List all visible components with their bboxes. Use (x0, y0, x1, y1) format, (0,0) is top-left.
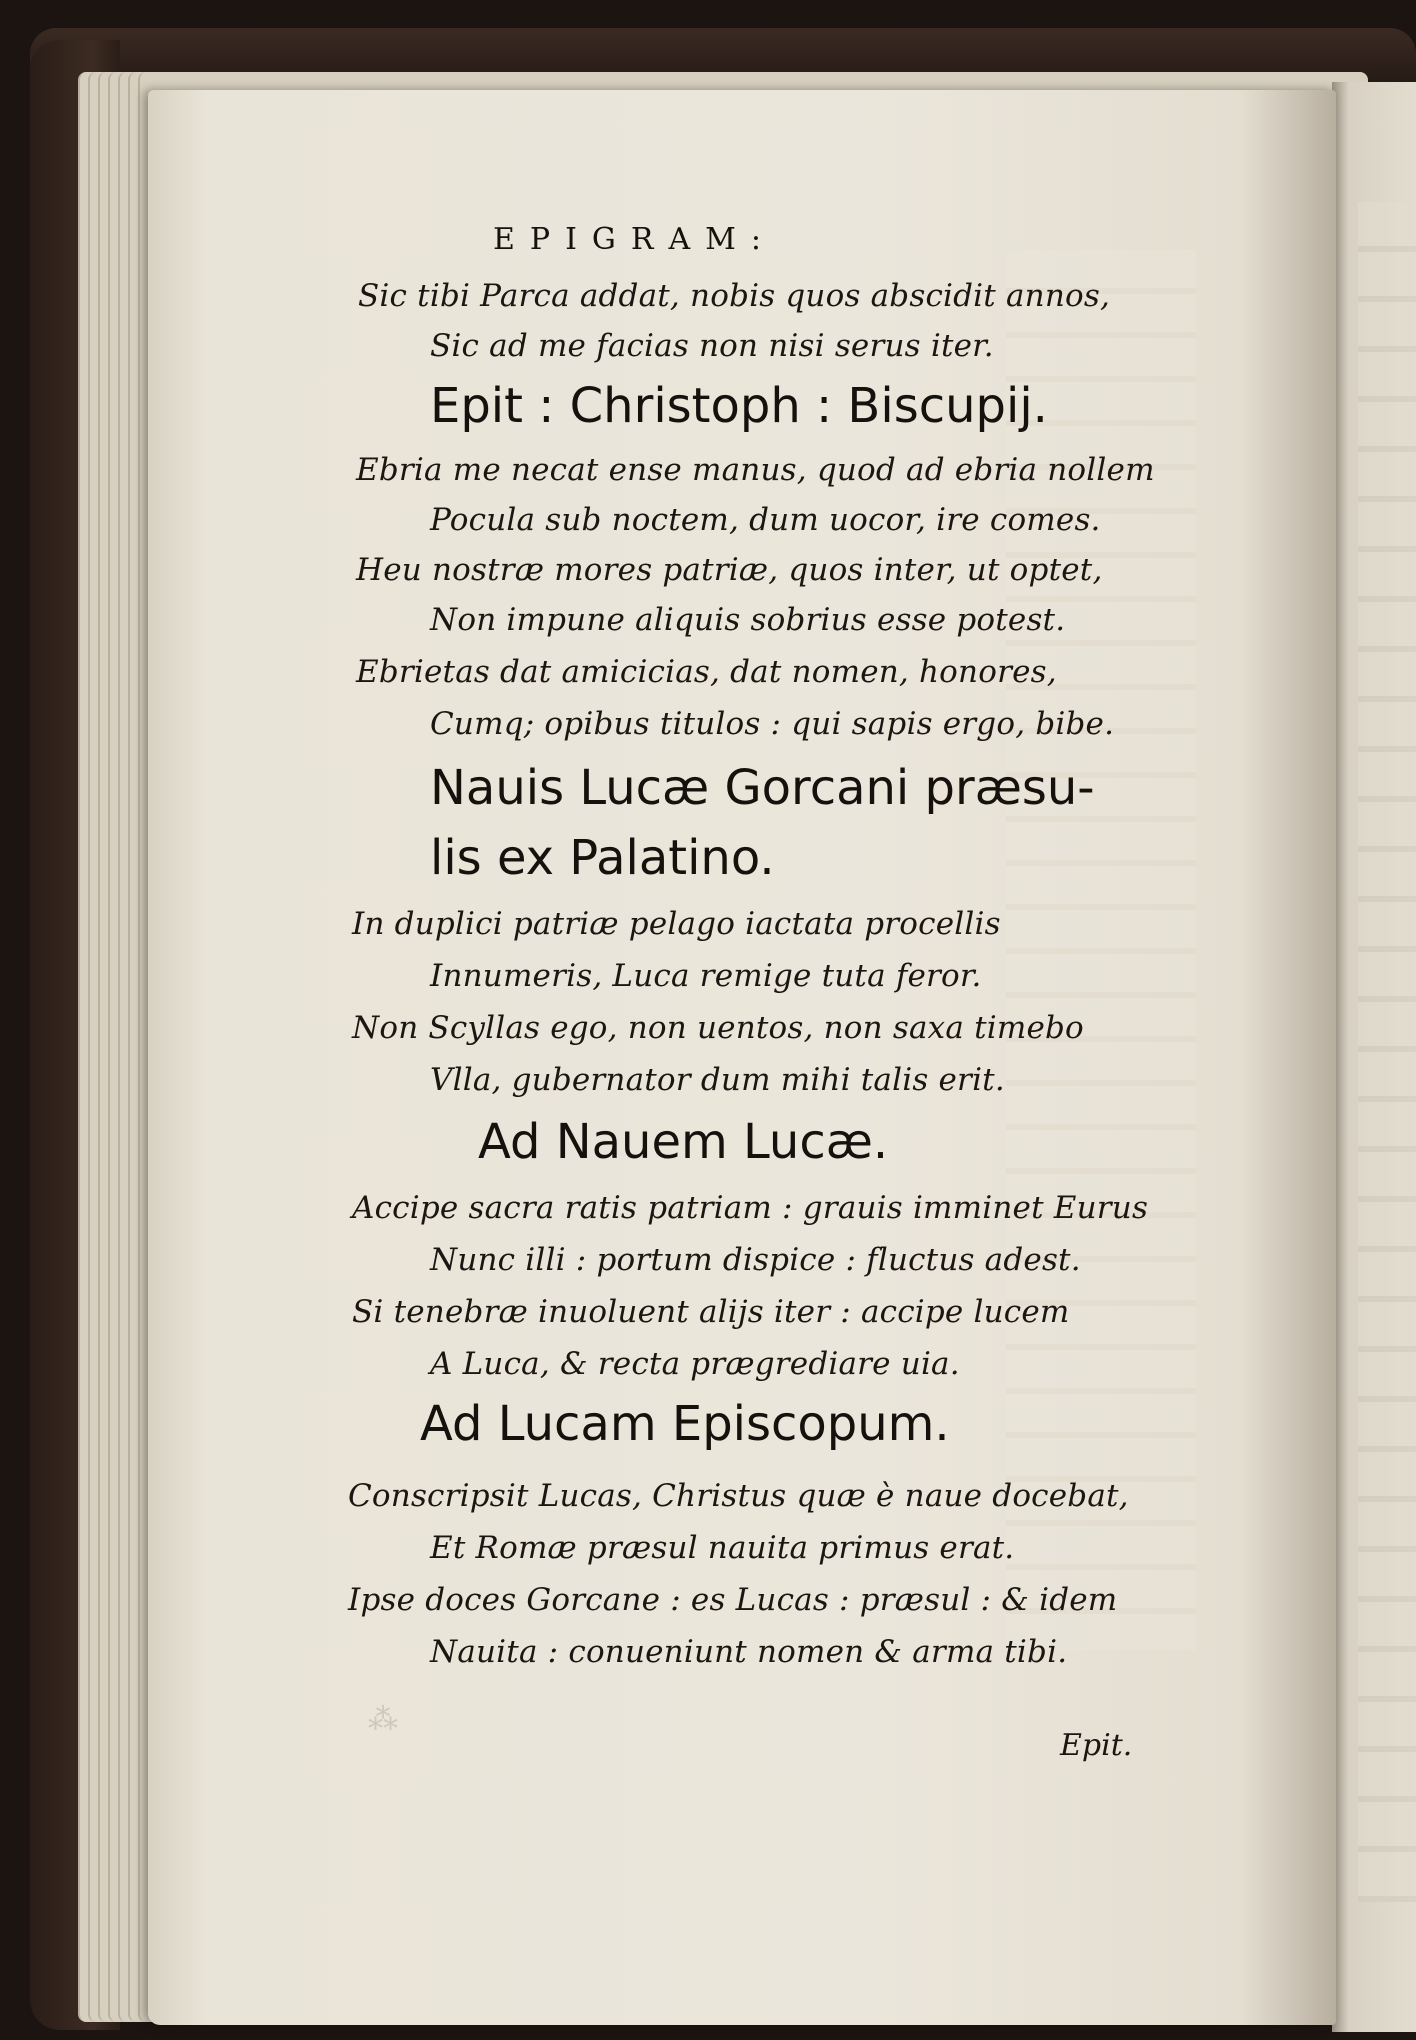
verse-line: A Luca, & recta prægrediare uia. (430, 1346, 960, 1382)
page (148, 90, 1336, 2025)
verse-line: Si tenebræ inuoluent alijs iter : accipe lucem (352, 1294, 1070, 1330)
verse-line: Pocula sub noctem, dum uocor, ire comes. (430, 502, 1101, 538)
catchword: Epit. (1060, 1728, 1133, 1763)
section-heading: Ad Nauem Lucæ. (478, 1114, 889, 1170)
verse-line: Ebria me necat ense manus, quod ad ebria nollem (356, 452, 1155, 488)
verse-line: Non Scyllas ego, non uentos, non saxa timebo (352, 1010, 1084, 1046)
verse-line: Nunc illi : portum dispice : fluctus adest. (430, 1242, 1081, 1278)
section-heading: Epit : Christoph : Biscupij. (430, 378, 1048, 434)
running-head: EPIGRAM: (493, 222, 776, 257)
verse-line: Cumq; opibus titulos : qui sapis ergo, bibe. (430, 706, 1115, 742)
verse-line: Heu nostræ mores patriæ, quos inter, ut optet, (356, 552, 1103, 588)
page-text (148, 90, 1336, 2025)
verse-line: Nauita : conueniunt nomen & arma tibi. (430, 1634, 1068, 1670)
verse-line: Ebrietas dat amicicias, dat nomen, honores, (356, 654, 1057, 690)
verse-line: In duplici patriæ pelago iactata procellis (352, 906, 1001, 942)
verse-line: Conscripsit Lucas, Christus quæ è naue docebat, (348, 1478, 1129, 1514)
verse-line: Sic ad me facias non nisi serus iter. (430, 328, 994, 364)
verse-line: Innumeris, Luca remige tuta feror. (430, 958, 982, 994)
verse-line: Ipse doces Gorcane : es Lucas : præsul : & idem (348, 1582, 1118, 1618)
section-heading: Ad Lucam Episcopum. (420, 1396, 950, 1452)
verse-line: Sic tibi Parca addat, nobis quos abscidit annos, (358, 278, 1111, 314)
facing-page (1332, 82, 1416, 2032)
section-heading: Nauis Lucæ Gorcani præsu- (430, 760, 1095, 816)
verse-line: Et Romæ præsul nauita primus erat. (430, 1530, 1015, 1566)
bleed-mark: ⁂ (368, 1702, 398, 1737)
section-heading: lis ex Palatino. (430, 830, 775, 886)
verse-line: Non impune aliquis sobrius esse potest. (430, 602, 1066, 638)
verse-line: Accipe sacra ratis patriam : grauis imminet Eurus (352, 1190, 1149, 1226)
verse-line: Vlla, gubernator dum mihi talis erit. (430, 1062, 1005, 1098)
